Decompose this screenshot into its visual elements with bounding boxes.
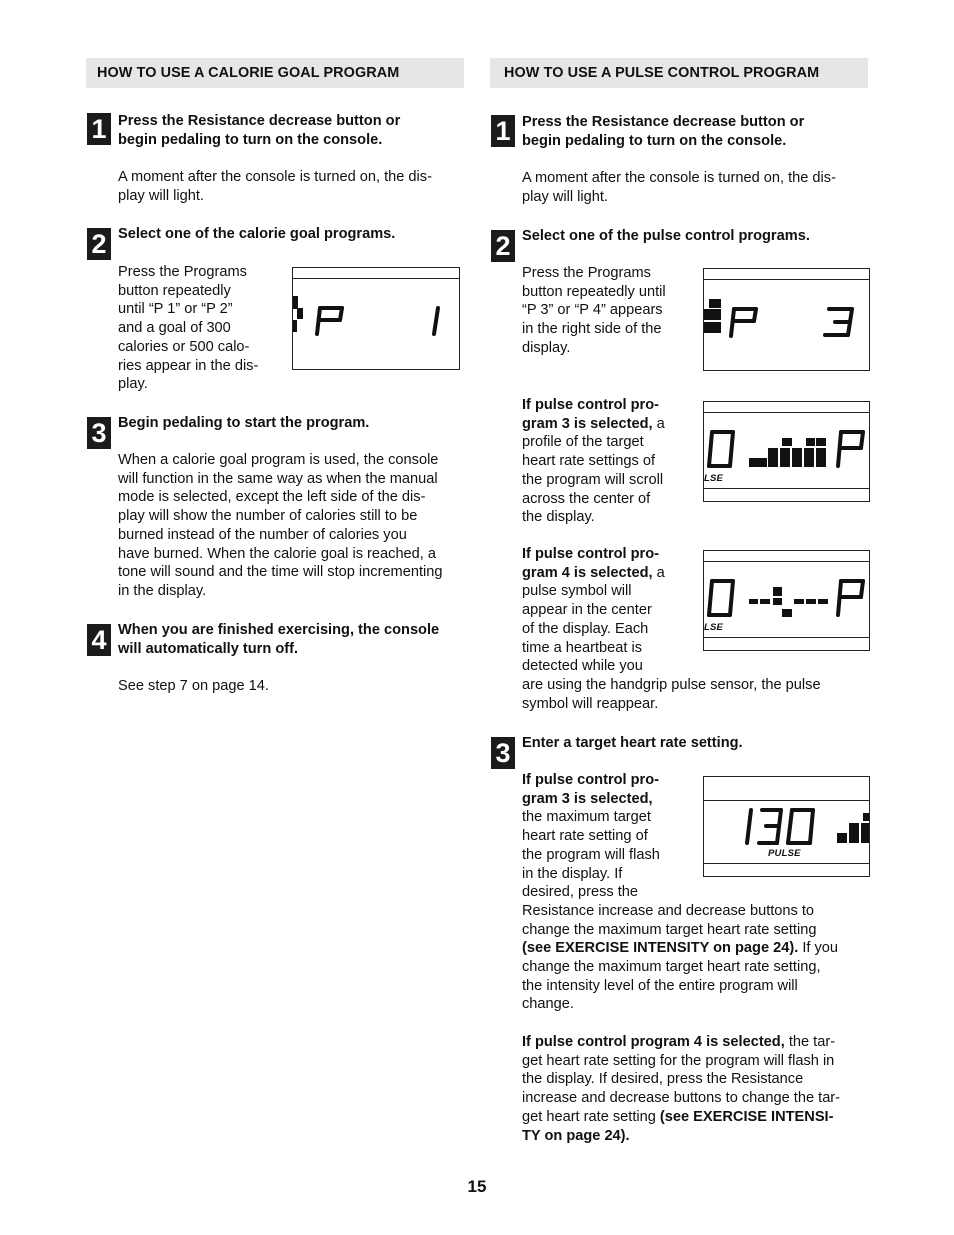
lcd-p3-graphic (704, 269, 870, 371)
right-section-header: HOW TO USE A PULSE CONTROL PROGRAM (490, 58, 868, 88)
lcd-display-pulse-symbol (703, 550, 870, 651)
lcd-130-label: PULSE (768, 848, 801, 859)
lcd-profile-label: LSE (704, 473, 724, 484)
lcd-display-p1 (292, 267, 460, 370)
left-step-3-body: When a calorie goal program is used, the console will function in the same way as when the manual mode is selected, except the left side of the dis- play will show the number of calories still to be burned instead of the number of calories you have burned. When the calorie goal is reached, a tone will sound and the time will stop incrementing in the display. (118, 452, 443, 599)
right-step-1-body: A moment after the console is turned on, the dis- play will light. (522, 170, 836, 205)
right-step-3-badge: 3 (491, 737, 515, 769)
right-step-3-title: Enter a target heart rate setting. (522, 735, 743, 751)
page-number: 15 (467, 1177, 487, 1196)
left-step-2-title: Select one of the calorie goal programs. (118, 226, 396, 242)
left-step-4-title: When you are finished exercising, the console will automatically turn off. (118, 622, 440, 657)
lcd-display-130 (703, 776, 870, 877)
right-step-3-p4-text: If pulse control program 4 is selected, the tar- get heart rate setting for the program will flash in the display. If desired, press the Resistance increase and decrease buttons to change the tar- get heart rate setting (see EXERCISE INTENSI- TY on page 24). (522, 1034, 841, 1144)
left-step-1-badge: 1 (87, 113, 111, 145)
right-step-2-title: Select one of the pulse control programs. (522, 228, 810, 244)
lcd-display-profile (703, 401, 870, 502)
right-step-1-badge: 1 (491, 115, 515, 147)
right-step-3-p3-text: If pulse control pro- gram 3 is selected, the maximum target heart rate setting of the program will flash in the display. If desired, press the Resistance increase and decrease buttons to change the maximum target heart rate setting (see EXERCISE INTENSITY on page 24). If you change the maximum target heart rate setting, the intensity level of the entire program will change. (522, 772, 839, 1013)
left-step-3-title: Begin pedaling to start the program. (118, 415, 370, 431)
left-section-header: HOW TO USE A CALORIE GOAL PROGRAM (86, 58, 464, 88)
right-step-2-badge: 2 (491, 230, 515, 262)
left-step-1-title: Press the Resistance decrease button or begin pedaling to turn on the console. (118, 113, 401, 148)
right-step-2-p3-text: If pulse control pro- gram 3 is selected, a profile of the target heart rate settings of the program will scroll across the center of the display. (522, 397, 665, 526)
left-step-1-body: A moment after the console is turned on, the dis- play will light. (118, 169, 432, 204)
right-step-2-body: Press the Programs button repeatedly until “P 3” or “P 4” appears in the right side of the display. (522, 265, 666, 356)
left-step-3-badge: 3 (87, 417, 111, 449)
left-step-2-badge: 2 (87, 228, 111, 260)
left-step-4-body: See step 7 on page 14. (118, 678, 269, 694)
lcd-display-p3 (703, 268, 870, 371)
lcd-pulse-label: LSE (704, 622, 724, 633)
right-step-2-p4-text: If pulse control pro- gram 4 is selected, a pulse symbol will appear in the center of the display. Each time a heartbeat is detected while you are using the handgrip pulse sensor, the pulse symbol will reappear. (522, 546, 821, 712)
left-step-4-badge: 4 (87, 624, 111, 656)
lcd-profile-graphic (704, 402, 870, 502)
right-step-1-title: Press the Resistance decrease button or begin pedaling to turn on the console. (522, 114, 805, 149)
lcd-130-graphic (704, 777, 870, 877)
lcd-p1-graphic (293, 268, 460, 370)
left-step-2-body: Press the Programs button repeatedly until “P 1” or “P 2” and a goal of 300 calories or 500 calo- ries appear in the dis- play. (118, 264, 259, 393)
lcd-pulse-graphic (704, 551, 870, 651)
